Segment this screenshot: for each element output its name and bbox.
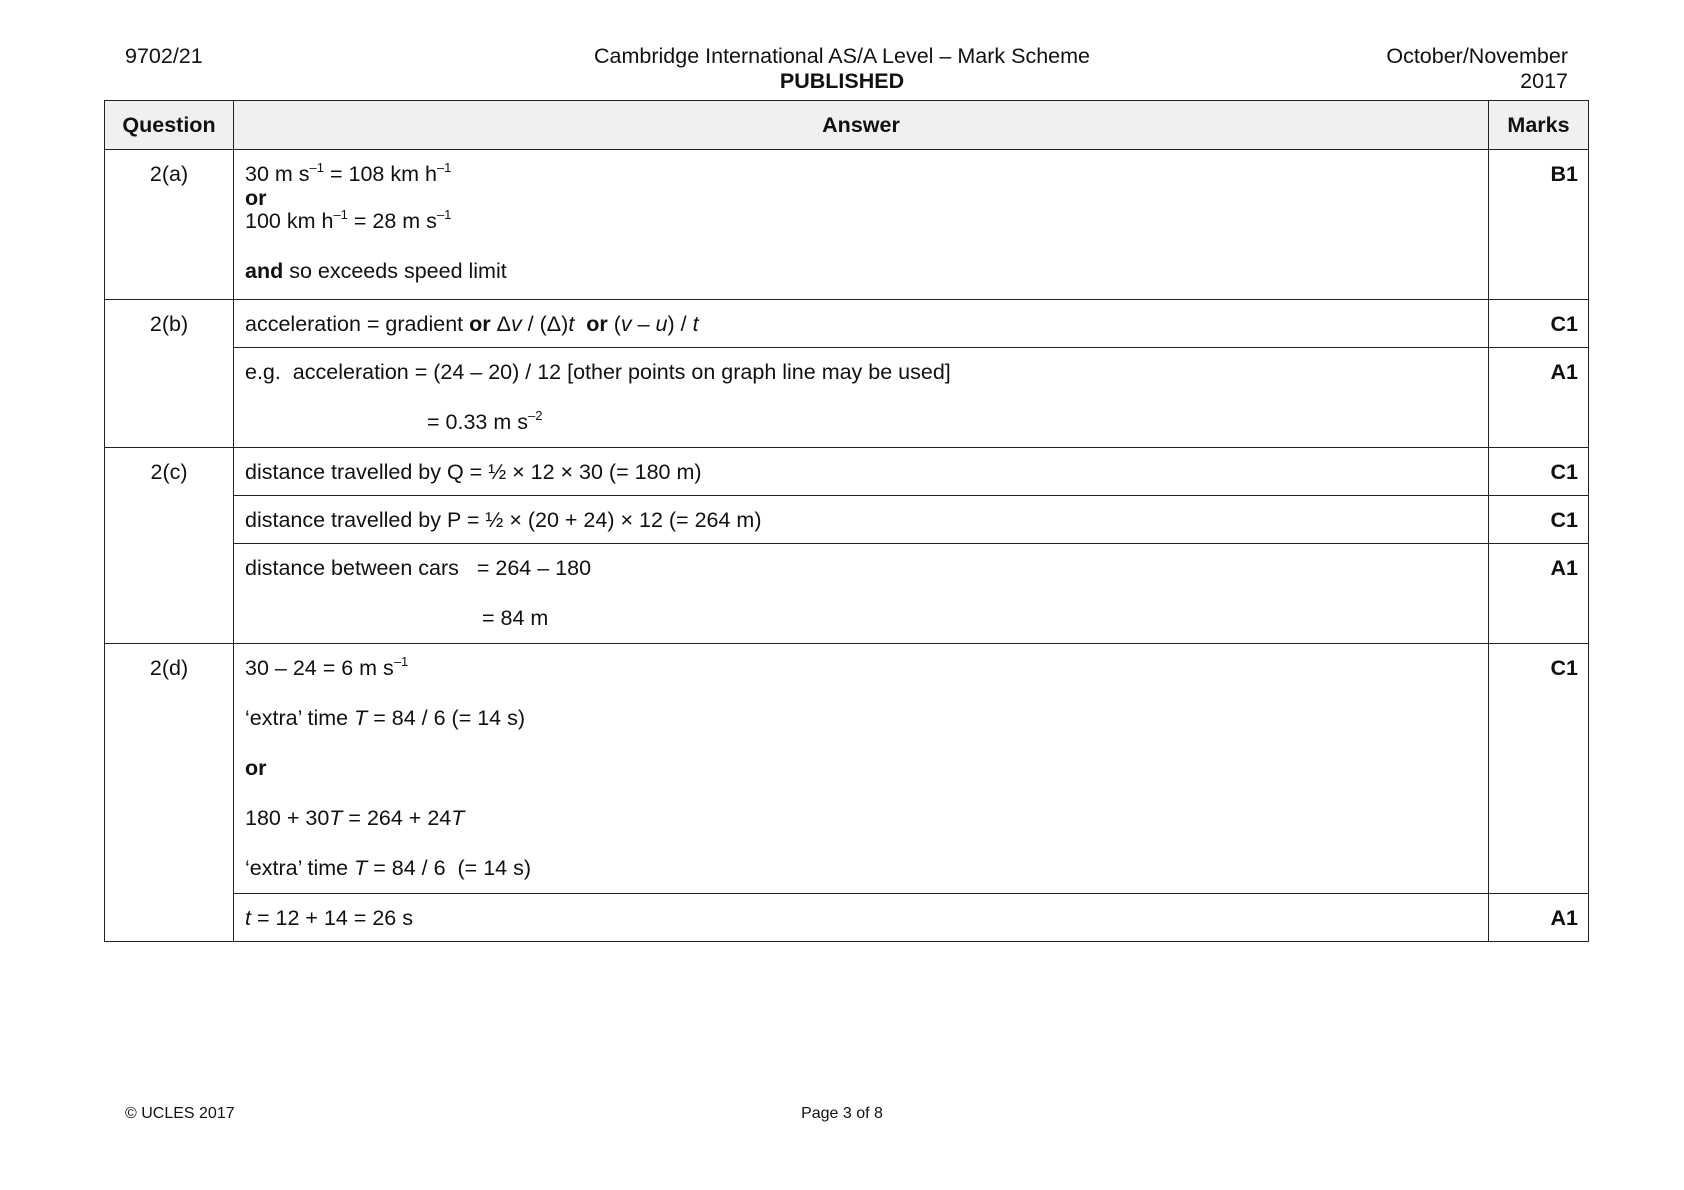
answer-line: ‘extra’ time T = 84 / 6 (= 14 s) — [245, 856, 531, 880]
mark-scheme-table — [104, 100, 1589, 942]
session-block — [1386, 44, 1568, 94]
question-number: 2(b) — [105, 300, 234, 448]
answer-line: distance travelled by Q = ½ × 12 × 30 (= 180 m) — [245, 460, 702, 484]
mark-code: C1 — [1489, 448, 1589, 496]
answer-line: distance between cars = 264 – 180 — [245, 556, 592, 580]
mark-code: A1 — [1489, 348, 1589, 448]
document-title: Cambridge International AS/A Level – Mark Scheme — [594, 44, 1090, 68]
answer-cell — [234, 448, 1489, 496]
answer-cell — [234, 544, 1489, 644]
table-row — [105, 894, 1589, 942]
question-number: 2(c) — [105, 448, 234, 644]
table-row — [105, 544, 1589, 644]
column-header-answer: Answer — [234, 101, 1489, 150]
answer-line: e.g. acceleration = (24 – 20) / 12 [other points on graph line may be used] — [245, 360, 951, 384]
answer-line: or — [245, 186, 267, 210]
table-row — [105, 644, 1589, 894]
session-label: October/November — [1386, 44, 1568, 68]
table-row — [105, 496, 1589, 544]
table-row — [105, 448, 1589, 496]
answer-line: t = 12 + 14 = 26 s — [245, 906, 413, 930]
column-header-question: Question — [105, 101, 234, 150]
mark-code: B1 — [1489, 150, 1589, 300]
answer-line: ‘extra’ time T = 84 / 6 (= 14 s) — [245, 706, 526, 730]
answer-line: 100 km $h^{-1} = 28$ m $s^{-1}$ — [245, 207, 452, 233]
column-header-marks: Marks — [1489, 101, 1589, 150]
question-number: 2(d) — [105, 644, 234, 942]
answer-line: acceleration = gradient or Δv / (Δ)t or (v – u) / t — [245, 312, 699, 336]
question-number: 2(a) — [105, 150, 234, 300]
table-row — [105, 348, 1589, 448]
copyright-notice: © UCLES 2017 — [125, 1105, 235, 1122]
answer-line: = 0.33 m $s^{-2}$ — [427, 408, 543, 434]
answer-line: distance travelled by P = ½ × (20 + 24) × 12 (= 264 m) — [245, 508, 762, 532]
answer-line: = 84 m — [482, 606, 549, 630]
answer-cell — [234, 300, 1489, 348]
answer-cell — [234, 496, 1489, 544]
answer-cell — [234, 644, 1489, 894]
session-year: 2017 — [1520, 69, 1568, 93]
answer-cell — [234, 150, 1489, 300]
paper-code: 9702/21 — [125, 44, 203, 68]
table-header-row — [105, 101, 1589, 150]
answer-cell — [234, 348, 1489, 448]
answer-line: or — [245, 756, 267, 780]
mark-code: A1 — [1489, 544, 1589, 644]
answer-line: 30 – 24 = 6 m $s^{-1}$ — [245, 654, 409, 680]
mark-code: C1 — [1489, 300, 1589, 348]
table-row — [105, 150, 1589, 300]
mark-code: A1 — [1489, 894, 1589, 942]
mark-code: C1 — [1489, 496, 1589, 544]
table-row — [105, 300, 1589, 348]
answer-line: 30 m $s^{-1} = 108$ km $h^{-1}$ — [245, 160, 452, 186]
answer-line: and so exceeds speed limit — [245, 259, 507, 283]
page-number: Page 3 of 8 — [801, 1105, 883, 1122]
mark-code: C1 — [1489, 644, 1589, 894]
answer-cell — [234, 894, 1489, 942]
answer-line: 180 + 30T = 264 + 24T — [245, 806, 465, 830]
published-label: PUBLISHED — [779, 69, 905, 93]
